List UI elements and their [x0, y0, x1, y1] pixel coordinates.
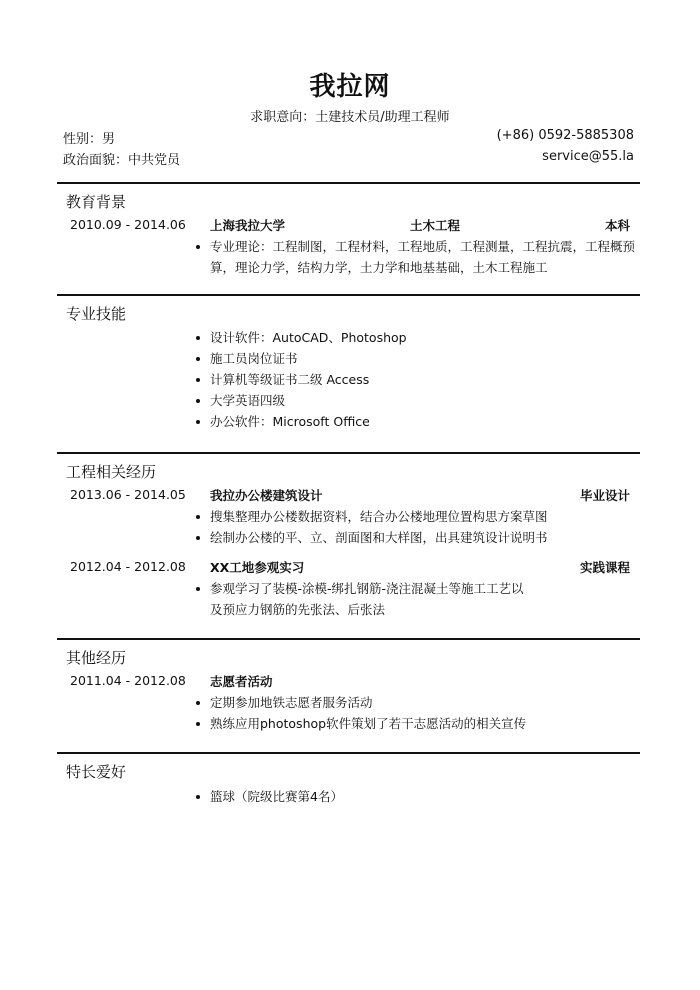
list-item: 施工员岗位证书 — [210, 348, 635, 369]
entry-date: 2012.04 - 2012.08 — [70, 559, 186, 574]
bullet-dot-icon — [196, 587, 200, 591]
section-title: 特长爱好 — [66, 763, 127, 781]
project-entry — [57, 486, 640, 506]
bullet-dot-icon — [196, 399, 200, 403]
project-bullets — [210, 578, 530, 620]
activity-name: 志愿者活动 — [210, 674, 273, 689]
section-divider — [57, 182, 640, 184]
bullet-dot-icon — [196, 515, 200, 519]
project-bullets — [210, 506, 635, 548]
section-divider — [57, 752, 640, 754]
skills-content — [57, 327, 640, 432]
list-item: 绘制办公楼的平、立、剖面图和大样图，出具建筑设计说明书 — [210, 527, 635, 548]
section-title: 专业技能 — [66, 305, 127, 323]
section-divider — [57, 294, 640, 296]
section-title: 其他经历 — [66, 649, 127, 667]
degree-label: 本科 — [604, 218, 630, 233]
bullet-dot-icon — [196, 536, 200, 540]
bullet-dot-icon — [196, 336, 200, 340]
other-experience-content — [57, 672, 640, 734]
entry-date: 2011.04 - 2012.08 — [70, 673, 186, 688]
skills-bullets — [210, 327, 635, 432]
list-item: 专业理论：工程制图，工程材料，工程地质，工程测量，工程抗震，工程概预算，理论力学，结构力学，土力学和地基基础，土木工程施工 — [210, 236, 635, 278]
list-item: 参观学习了装模-涂模-绑扎钢筋-浇注混凝土等施工工艺以及预应力钢筋的先张法、后张法 — [210, 578, 530, 620]
section-title: 教育背景 — [66, 193, 127, 211]
projects-content — [57, 486, 640, 620]
project-entry — [57, 558, 640, 578]
bullet-dot-icon — [196, 357, 200, 361]
entry-date: 2013.06 - 2014.05 — [70, 487, 186, 502]
experience-entry — [57, 672, 640, 692]
section-divider — [57, 638, 640, 640]
candidate-name: 我拉网 — [309, 72, 391, 102]
education-content — [57, 216, 640, 278]
bullet-dot-icon — [196, 701, 200, 705]
bullet-dot-icon — [196, 245, 200, 249]
education-entry — [57, 216, 640, 236]
list-item: 设计软件：AutoCAD、Photoshop — [210, 327, 635, 348]
hobbies-content — [57, 786, 640, 807]
job-intent: 求职意向：土建技术员/助理工程师 — [250, 110, 450, 125]
gender-info: 性别：男 — [63, 132, 116, 147]
hobbies-bullets — [210, 786, 635, 807]
list-item: 办公软件：Microsoft Office — [210, 411, 635, 432]
bullet-dot-icon — [196, 378, 200, 382]
bullet-dot-icon — [196, 795, 200, 799]
school-name: 上海我拉大学 — [210, 218, 286, 233]
phone-number: (+86) 0592-5885308 — [496, 128, 634, 143]
entry-date: 2010.09 - 2014.06 — [70, 217, 186, 232]
list-item: 定期参加地铁志愿者服务活动 — [210, 692, 635, 713]
project-tag: 实践课程 — [579, 560, 630, 575]
project-name: 我拉办公楼建筑设计 — [210, 488, 323, 503]
list-item: 搜集整理办公楼数据资料，结合办公楼地理位置构思方案草图 — [210, 506, 635, 527]
bullet-dot-icon — [196, 420, 200, 424]
list-item: 熟练应用photoshop软件策划了若干志愿活动的相关宣传 — [210, 713, 635, 734]
section-title: 工程相关经历 — [66, 463, 157, 481]
list-item: 篮球（院级比赛第4名） — [210, 786, 635, 807]
experience-bullets — [210, 692, 635, 734]
education-bullets — [210, 236, 635, 278]
list-item: 计算机等级证书二级 Access — [210, 369, 635, 390]
political-status-info: 政治面貌：中共党员 — [63, 153, 181, 168]
section-divider — [57, 452, 640, 454]
project-tag: 毕业设计 — [579, 488, 630, 503]
major-name: 土木工程 — [410, 218, 461, 233]
bullet-dot-icon — [196, 722, 200, 726]
list-item: 大学英语四级 — [210, 390, 635, 411]
project-name: XX工地参观实习 — [210, 560, 305, 575]
email-address: service@55.la — [542, 149, 634, 164]
